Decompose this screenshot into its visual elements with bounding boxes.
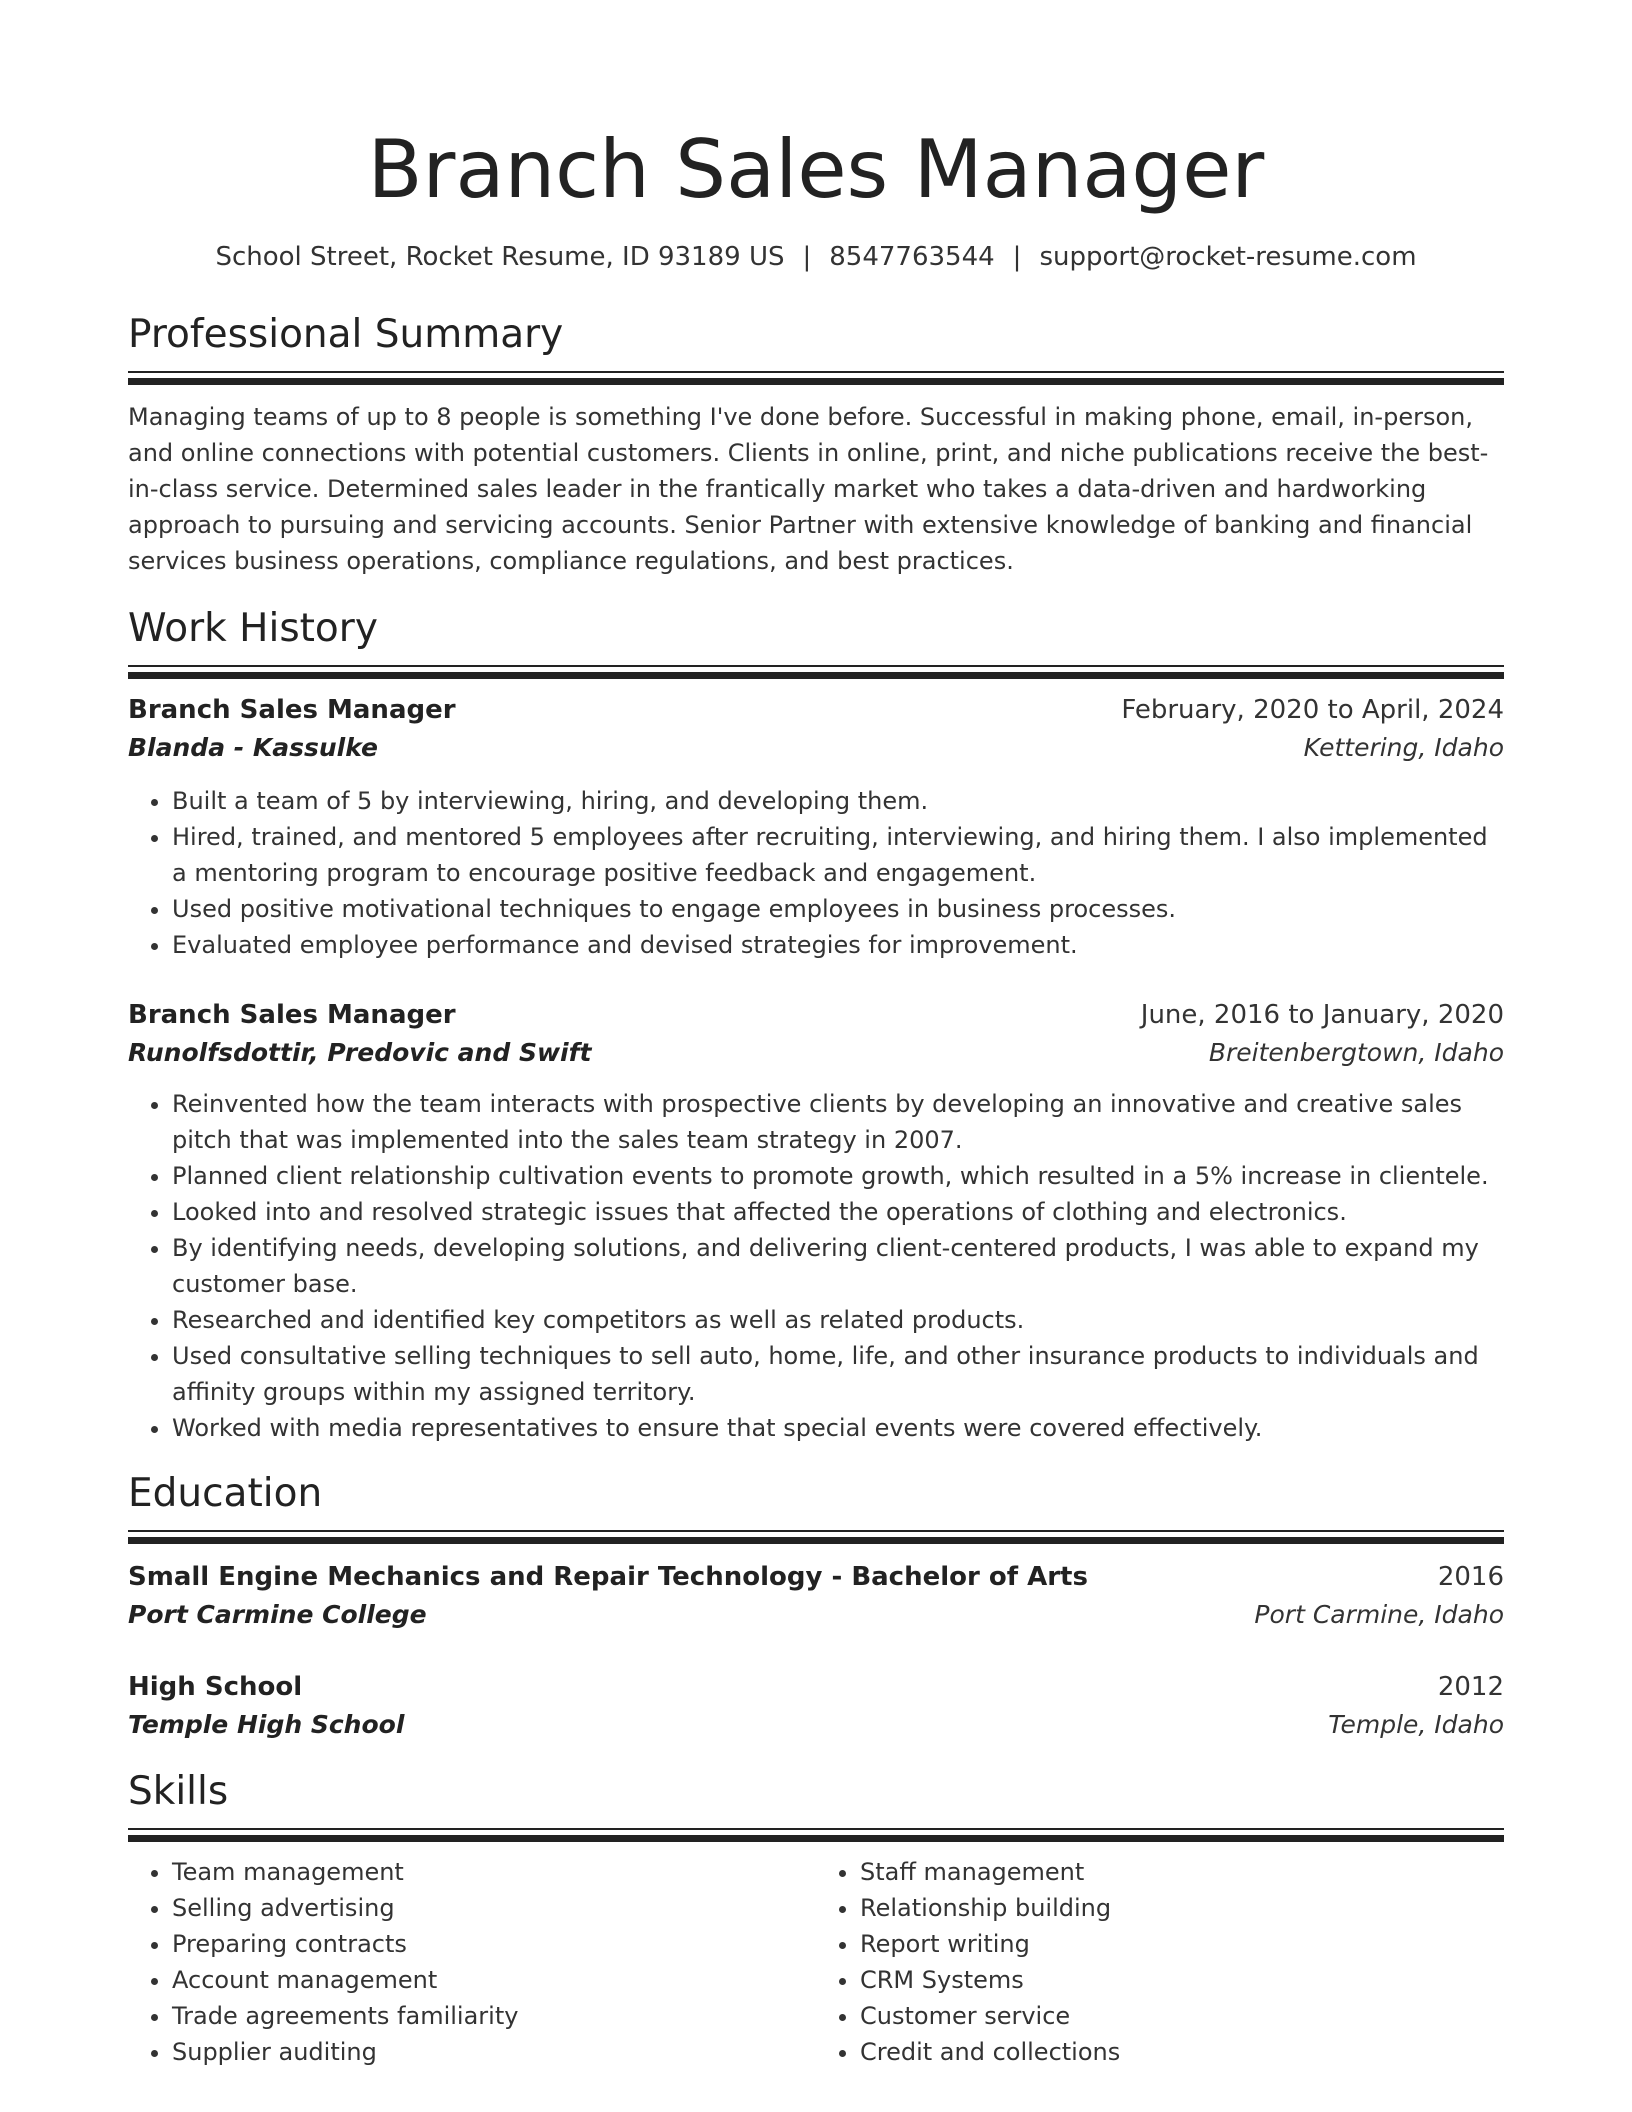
job-bullet: • Used positive motivational techniques to engage employees in business processes. — [172, 891, 1504, 927]
job-bullet: • Worked with media representatives to ensure that special events were covered effectively. — [172, 1410, 1504, 1446]
job-bullet: • Researched and identified key competitors as well as related products. — [172, 1302, 1504, 1338]
section-divider — [128, 1828, 1504, 1842]
education-school: Temple High School — [128, 1710, 405, 1739]
contact-phone: 8547763544 — [829, 242, 995, 272]
skills-list-right — [816, 1854, 1504, 2070]
work-history-section — [128, 605, 1504, 1446]
skill-item: • CRM Systems — [860, 1962, 1504, 1998]
job-bullet: • Hired, trained, and mentored 5 employees after recruiting, interviewing, and hiring them. I also implemented a mentoring program to encourage positive feedback and engagement. — [172, 819, 1504, 891]
section-title-work: Work History — [128, 606, 378, 651]
job-bullet: • Reinvented how the team interacts with prospective clients by developing an innovative and creative sales pitch that was implemented into the sales team strategy in 2007. — [172, 1086, 1504, 1158]
education-location: Temple, Idaho — [1328, 1710, 1504, 1739]
job-bullets — [128, 783, 1504, 963]
job-dates: June, 2016 to January, 2020 — [1140, 1000, 1504, 1030]
education-entry — [128, 1668, 1504, 1744]
job-dates: February, 2020 to April, 2024 — [1121, 695, 1504, 725]
contact-line — [128, 240, 1504, 274]
job-company: Blanda - Kassulke — [128, 733, 378, 762]
skill-item: • Trade agreements familiarity — [172, 1998, 816, 2034]
contact-separator: | — [1012, 242, 1022, 272]
education-year: 2016 — [1437, 1562, 1504, 1592]
section-divider — [128, 665, 1504, 679]
section-divider — [128, 1530, 1504, 1544]
summary-section — [128, 311, 1504, 579]
job-bullet: • By identifying needs, developing solutions, and delivering client-centered products, I was able to expand my customer base. — [172, 1230, 1504, 1302]
skill-item: • Selling advertising — [172, 1890, 816, 1926]
education-section — [128, 1470, 1504, 1744]
job-location: Kettering, Idaho — [1303, 733, 1504, 762]
job-entry — [128, 996, 1504, 1446]
contact-address: School Street, Rocket Resume, ID 93189 US — [215, 242, 785, 272]
education-degree: High School — [128, 1672, 303, 1702]
education-location: Port Carmine, Idaho — [1254, 1600, 1504, 1629]
skill-item: • Relationship building — [860, 1890, 1504, 1926]
job-bullet: • Planned client relationship cultivation events to promote growth, which resulted in a 5% increase in clientele. — [172, 1158, 1504, 1194]
job-bullet: • Used consultative selling techniques to sell auto, home, life, and other insurance products to individuals and affinity groups within my assigned territory. — [172, 1338, 1504, 1410]
job-bullet: • Evaluated employee performance and devised strategies for improvement. — [172, 927, 1504, 963]
job-entry — [128, 691, 1504, 963]
education-year: 2012 — [1437, 1672, 1504, 1702]
skills-section — [128, 1768, 1504, 2070]
job-location: Breitenbergtown, Idaho — [1208, 1038, 1504, 1067]
skill-item: • Customer service — [860, 1998, 1504, 2034]
contact-email: support@rocket-resume.com — [1039, 242, 1417, 272]
skill-item: • Team management — [172, 1854, 816, 1890]
contact-separator: | — [802, 242, 812, 272]
job-bullets — [128, 1086, 1504, 1446]
job-title: Branch Sales Manager — [128, 1000, 456, 1030]
section-divider — [128, 371, 1504, 385]
education-entry — [128, 1558, 1504, 1634]
job-title: Branch Sales Manager — [128, 695, 456, 725]
resume-name: Branch Sales Manager — [367, 123, 1265, 216]
section-title-summary: Professional Summary — [128, 312, 564, 357]
job-bullet: • Looked into and resolved strategic issues that affected the operations of clothing and electronics. — [172, 1194, 1504, 1230]
section-title-education: Education — [128, 1471, 323, 1516]
skill-item: • Credit and collections — [860, 2034, 1504, 2070]
job-bullet: • Built a team of 5 by interviewing, hiring, and developing them. — [172, 783, 1504, 819]
resume-page — [128, 0, 1504, 2070]
skill-item: • Preparing contracts — [172, 1926, 816, 1962]
skill-item: • Account management — [172, 1962, 816, 1998]
skills-list-left — [128, 1854, 816, 2070]
job-company: Runolfsdottir, Predovic and Swift — [128, 1038, 592, 1067]
education-degree: Small Engine Mechanics and Repair Technology - Bachelor of Arts — [128, 1562, 1088, 1592]
skill-item: • Report writing — [860, 1926, 1504, 1962]
summary-text: Managing teams of up to 8 people is something I've done before. Successful in making phone, email, in-person, and online connections with potential customers. Clients in online, print, and niche publications receive the best-in-class service. Determined sales leader in the frantically market who takes a data-driven and hardworking approach to pursuing and servicing accounts. Senior Partner with extensive knowledge of banking and financial services business operations, compliance regulations, and best practices. — [128, 403, 1489, 575]
skill-item: • Staff management — [860, 1854, 1504, 1890]
skills-columns — [128, 1854, 1504, 2070]
skill-item: • Supplier auditing — [172, 2034, 816, 2070]
education-school: Port Carmine College — [128, 1600, 427, 1629]
section-title-skills: Skills — [128, 1769, 229, 1814]
